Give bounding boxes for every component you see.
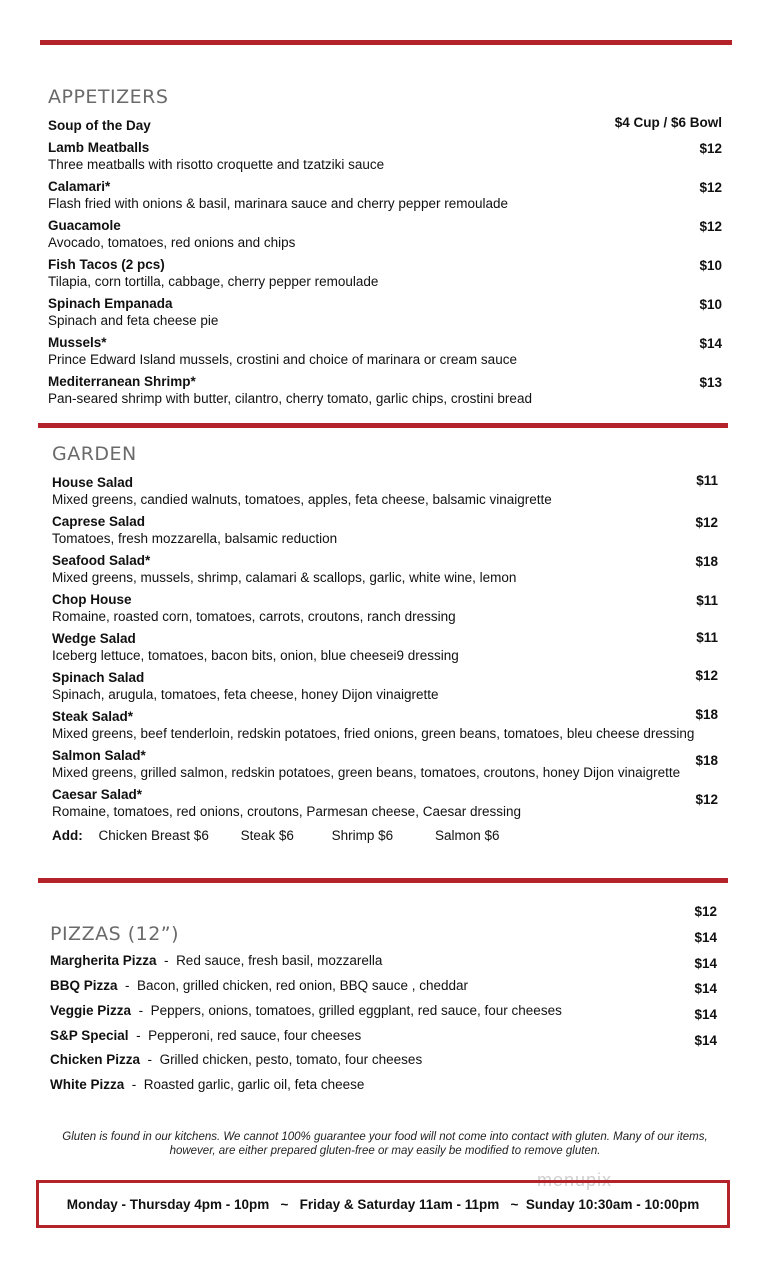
- pizza-price: $14: [694, 956, 717, 971]
- menu-item: [52, 513, 337, 547]
- menu-item: [52, 552, 516, 586]
- menu-item: [48, 217, 295, 251]
- add-on-item: Salmon $6: [434, 828, 500, 843]
- pizza-price: $12: [694, 904, 717, 919]
- pizza-item: [50, 1028, 361, 1043]
- gluten-disclaimer: Gluten is found in our kitchens. We cannot 100% guarantee your food will not come into contact with gluten. Many of our items, however, are either prepared gluten-free or may easily be modified to remove gluten.: [62, 1131, 708, 1157]
- top-divider: [40, 40, 732, 45]
- item-price: $12: [699, 180, 722, 195]
- item-price: $10: [699, 258, 722, 273]
- hours-box: [36, 1180, 730, 1228]
- item-description: Mixed greens, candied walnuts, tomatoes, apples, feta cheese, balsamic vinaigrette: [52, 492, 552, 507]
- item-description: Pepperoni, red sauce, four cheeses: [148, 1028, 362, 1043]
- item-name: Margherita Pizza: [50, 953, 157, 968]
- item-name: Chicken Pizza: [50, 1052, 141, 1067]
- item-price: $18: [695, 554, 718, 569]
- item-name: Lamb Meatballs: [48, 140, 150, 155]
- pizza-item: [50, 1077, 364, 1092]
- item-description: Roasted garlic, garlic oil, feta cheese: [143, 1077, 365, 1092]
- item-description: Spinach, arugula, tomatoes, feta cheese, honey Dijon vinaigrette: [52, 687, 439, 702]
- item-description: Mixed greens, beef tenderloin, redskin potatoes, fried onions, green beans, tomatoes, bleu cheese dressing: [52, 726, 695, 741]
- item-description: Bacon, grilled chicken, red onion, BBQ sauce , cheddar: [137, 978, 468, 993]
- add-on-item: Chicken Breast $6: [98, 828, 209, 843]
- menu-item: [52, 630, 459, 664]
- item-name: Steak Salad*: [52, 709, 134, 724]
- watermark-logo: menupix: [537, 1170, 613, 1190]
- item-price: $12: [695, 792, 718, 807]
- item-name: Fish Tacos (2 pcs): [48, 257, 165, 272]
- item-name: Salmon Salad*: [52, 748, 146, 763]
- item-price: $13: [699, 375, 722, 390]
- item-name: Caesar Salad*: [52, 787, 143, 802]
- menu-item: [52, 747, 680, 781]
- item-price: $12: [699, 141, 722, 156]
- appetizers-heading: APPETIZERS: [48, 86, 169, 108]
- item-name: Spinach Salad: [52, 670, 145, 685]
- item-name: Calamari*: [48, 179, 111, 194]
- pizza-item: [50, 978, 468, 993]
- item-description: Romaine, tomatoes, red onions, croutons, Parmesan cheese, Caesar dressing: [52, 804, 521, 819]
- item-name: Seafood Salad*: [52, 553, 151, 568]
- item-price: $11: [696, 593, 718, 608]
- item-description: Mixed greens, mussels, shrimp, calamari & scallops, garlic, white wine, lemon: [52, 570, 517, 585]
- item-description: Prince Edward Island mussels, crostini and choice of marinara or cream sauce: [48, 352, 517, 367]
- pizza-item: [50, 953, 382, 968]
- menu-item: [52, 669, 439, 703]
- pizza-item: [50, 1052, 422, 1067]
- item-description: Red sauce, fresh basil, mozzarella: [176, 953, 383, 968]
- pizza-price: $14: [694, 1007, 717, 1022]
- add-on-item: Shrimp $6: [331, 828, 394, 843]
- separator: -: [128, 1077, 141, 1092]
- separator: -: [160, 953, 173, 968]
- add-ons-label: Add:: [52, 828, 83, 843]
- menu-item: [48, 117, 151, 134]
- item-name: BBQ Pizza: [50, 978, 118, 993]
- separator: -: [121, 978, 134, 993]
- section-divider: [38, 878, 728, 883]
- item-name: Mediterranean Shrimp*: [48, 374, 196, 389]
- item-description: Spinach and feta cheese pie: [48, 313, 219, 328]
- pizza-price: $14: [694, 1033, 717, 1048]
- add-ons-row: [52, 828, 528, 843]
- item-price: $12: [695, 668, 718, 683]
- menu-item: [52, 474, 552, 508]
- item-price: $12: [699, 219, 722, 234]
- item-name: Wedge Salad: [52, 631, 136, 646]
- item-name: Guacamole: [48, 218, 121, 233]
- menu-item: [52, 708, 694, 742]
- item-price: $12: [695, 515, 718, 530]
- item-description: Romaine, roasted corn, tomatoes, carrots, croutons, ranch dressing: [52, 609, 456, 624]
- separator: -: [143, 1052, 156, 1067]
- item-price: $11: [696, 630, 718, 645]
- pizza-item: [50, 1003, 562, 1018]
- section-divider: [38, 423, 728, 428]
- pizza-price: $14: [694, 981, 717, 996]
- pizza-price: $14: [694, 930, 717, 945]
- item-description: Tilapia, corn tortilla, cabbage, cherry pepper remoulade: [48, 274, 379, 289]
- item-name: Caprese Salad: [52, 514, 146, 529]
- item-price: $18: [695, 753, 718, 768]
- item-name: Veggie Pizza: [50, 1003, 132, 1018]
- menu-item: [48, 295, 218, 329]
- menu-item: [48, 334, 517, 368]
- item-price: $11: [696, 473, 718, 488]
- item-description: Iceberg lettuce, tomatoes, bacon bits, onion, blue cheesei9 dressing: [52, 648, 459, 663]
- separator: -: [134, 1003, 147, 1018]
- menu-item: [48, 178, 508, 212]
- menu-item: [48, 139, 384, 173]
- item-description: Pan-seared shrimp with butter, cilantro, cherry tomato, garlic chips, crostini bread: [48, 391, 532, 406]
- separator: -: [132, 1028, 145, 1043]
- item-description: Flash fried with onions & basil, marinara sauce and cherry pepper remoulade: [48, 196, 508, 211]
- item-description: Mixed greens, grilled salmon, redskin potatoes, green beans, tomatoes, croutons, honey Dijon vinaigrette: [52, 765, 681, 780]
- item-description: Three meatballs with risotto croquette and tzatziki sauce: [48, 157, 385, 172]
- pizzas-heading: PIZZAS (12”): [50, 923, 180, 945]
- item-price: $14: [699, 336, 722, 351]
- item-description: Grilled chicken, pesto, tomato, four cheeses: [159, 1052, 423, 1067]
- item-name: Spinach Empanada: [48, 296, 173, 311]
- menu-item: [48, 373, 532, 407]
- item-price: $4 Cup / $6 Bowl: [614, 115, 722, 130]
- item-name: White Pizza: [50, 1077, 125, 1092]
- item-price: $18: [695, 707, 718, 722]
- garden-heading: GARDEN: [52, 443, 137, 465]
- add-on-item: Steak $6: [240, 828, 294, 843]
- item-name: Soup of the Day: [48, 118, 151, 133]
- menu-item: [52, 786, 521, 820]
- business-hours: Monday - Thursday 4pm - 10pm ~ Friday & Saturday 11am - 11pm ~ Sunday 10:30am - 10:00pm: [66, 1196, 700, 1212]
- item-name: S&P Special: [50, 1028, 129, 1043]
- item-name: Chop House: [52, 592, 132, 607]
- item-name: House Salad: [52, 475, 134, 490]
- item-name: Mussels*: [48, 335, 107, 350]
- item-price: $10: [699, 297, 722, 312]
- item-description: Peppers, onions, tomatoes, grilled eggplant, red sauce, four cheeses: [150, 1003, 562, 1018]
- item-description: Avocado, tomatoes, red onions and chips: [48, 235, 296, 250]
- menu-item: [52, 591, 456, 625]
- item-description: Tomatoes, fresh mozzarella, balsamic reduction: [52, 531, 338, 546]
- menu-item: [48, 256, 378, 290]
